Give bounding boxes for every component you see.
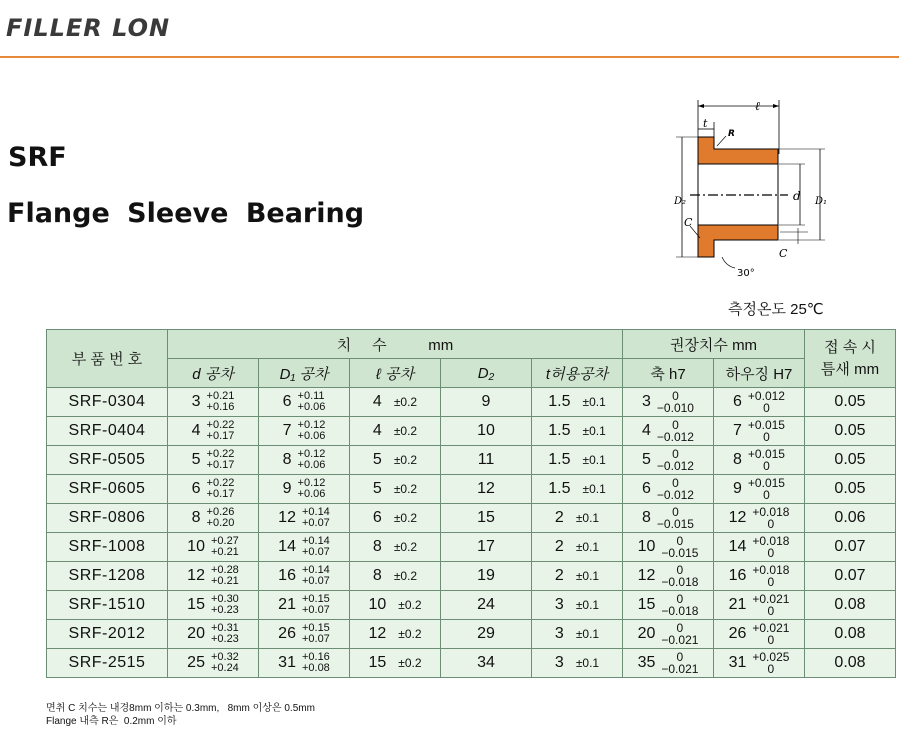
cell-D2: 29 <box>441 620 532 649</box>
shaft-value: 3 <box>642 393 651 410</box>
housing-tol-lower: 0 <box>767 604 775 618</box>
shaft-value: 12 <box>637 567 656 584</box>
cell-D1 <box>259 562 350 591</box>
d-value: 5 <box>191 451 201 468</box>
t-tol: ±0.1 <box>582 481 606 496</box>
label-C-right: C <box>779 247 788 260</box>
shaft-tol-lower: −0.010 <box>656 401 694 415</box>
l-tol: ±0.2 <box>398 655 422 670</box>
cell-clearance: 0.08 <box>805 620 896 649</box>
shaft-tol-lower: −0.018 <box>661 604 699 618</box>
cell-D2: 34 <box>441 649 532 678</box>
housing-value: 7 <box>733 422 742 439</box>
l-value: 12 <box>368 624 387 642</box>
table-row <box>47 504 896 533</box>
l-tol: ±0.2 <box>393 452 418 467</box>
housing-tol-upper: +0.018 <box>752 505 790 519</box>
cell-d <box>168 446 259 475</box>
cell-housing <box>714 475 805 504</box>
l-tol: ±0.2 <box>393 423 418 438</box>
d-value: 15 <box>187 596 205 613</box>
d-tol-lower: +0.17 <box>206 488 235 500</box>
cell-clearance: 0.06 <box>805 504 896 533</box>
cell-d <box>168 475 259 504</box>
t-tol: ±0.1 <box>582 452 606 467</box>
D1-value: 12 <box>278 509 296 526</box>
l-value: 15 <box>368 653 387 671</box>
col-header-clearance <box>805 330 896 388</box>
bearing-cross-section-diagram <box>660 92 840 282</box>
d-value: 3 <box>191 393 201 410</box>
l-tol: ±0.2 <box>393 568 418 583</box>
l-value: 8 <box>372 566 382 584</box>
l-tol: ±0.2 <box>393 510 418 525</box>
housing-tol-upper: +0.018 <box>752 563 790 577</box>
housing-tol-lower: 0 <box>763 459 770 473</box>
cell-shaft <box>623 388 714 417</box>
D1-tol-upper: +0.12 <box>297 477 326 489</box>
t-tol: ±0.1 <box>575 568 600 583</box>
t-value: 1.5 <box>548 421 571 439</box>
cell-l <box>350 533 441 562</box>
housing-value: 26 <box>728 625 747 642</box>
t-value: 2 <box>554 566 564 584</box>
housing-tol-upper: +0.015 <box>747 447 785 461</box>
cell-housing <box>714 620 805 649</box>
note-flange-radius: Flange 내측 R은 0.2mm 이하 <box>46 716 177 727</box>
cell-shaft <box>623 417 714 446</box>
cell-shaft <box>623 504 714 533</box>
cell-part-number: SRF-2515 <box>47 649 168 678</box>
shaft-tol-lower: −0.012 <box>656 430 694 444</box>
d-tol-upper: +0.21 <box>206 390 235 402</box>
l-value: 6 <box>372 508 382 526</box>
label-R: R <box>728 129 735 139</box>
housing-tol-lower: 0 <box>763 430 770 444</box>
cell-D1 <box>259 388 350 417</box>
d-value: 8 <box>191 509 201 526</box>
cell-part-number: SRF-0806 <box>47 504 168 533</box>
cell-t <box>532 591 623 620</box>
cell-D1 <box>259 475 350 504</box>
cell-t <box>532 446 623 475</box>
cell-l <box>350 446 441 475</box>
cell-shaft <box>623 562 714 591</box>
housing-value: 9 <box>733 480 742 497</box>
d-tol-lower: +0.16 <box>206 401 235 413</box>
housing-tol-lower: 0 <box>767 546 775 560</box>
housing-tol-upper: +0.021 <box>752 592 790 606</box>
d-value: 6 <box>191 480 201 497</box>
table-row <box>47 620 896 649</box>
l-tol: ±0.2 <box>393 394 418 409</box>
note-chamfer: 면취 C 치수는 내경8mm 이하는 0.3mm, 8mm 이상은 0.5mm <box>46 703 315 714</box>
D1-tol-upper: +0.14 <box>301 564 330 576</box>
cell-D1 <box>259 533 350 562</box>
cell-clearance: 0.08 <box>805 591 896 620</box>
cell-d <box>168 504 259 533</box>
t-tol: ±0.1 <box>575 510 600 525</box>
housing-value: 14 <box>728 538 747 555</box>
D1-tol-lower: +0.07 <box>301 517 330 529</box>
cell-housing <box>714 504 805 533</box>
d-value: 10 <box>187 538 205 555</box>
subheader-shaft: 축 h7 <box>623 359 714 388</box>
shaft-tol-upper: 0 <box>672 447 679 461</box>
table-row <box>47 446 896 475</box>
d-value: 12 <box>187 567 205 584</box>
cell-D2: 24 <box>441 591 532 620</box>
cell-part-number: SRF-1510 <box>47 591 168 620</box>
header-divider <box>0 56 899 58</box>
subheader-housing: 하우징 H7 <box>714 359 805 388</box>
shaft-tol-upper: 0 <box>672 389 679 403</box>
cell-shaft <box>623 591 714 620</box>
cell-shaft <box>623 649 714 678</box>
shaft-value: 8 <box>642 509 651 526</box>
D1-value: 21 <box>278 596 296 613</box>
table-row <box>47 475 896 504</box>
l-tol: ±0.2 <box>398 626 422 641</box>
cell-shaft <box>623 620 714 649</box>
label-d: d <box>793 189 801 203</box>
d-tol-lower: +0.21 <box>210 575 239 587</box>
cell-d <box>168 649 259 678</box>
cell-t <box>532 388 623 417</box>
brand-logo: FILLER LON <box>6 14 171 42</box>
shaft-tol-upper: 0 <box>672 418 679 432</box>
label-D1: D₁ <box>815 196 828 207</box>
l-tol: ±0.2 <box>393 539 418 554</box>
cell-t <box>532 417 623 446</box>
subheader-D1: D₁ 공차 <box>259 359 350 388</box>
shaft-value: 20 <box>637 625 656 642</box>
housing-value: 6 <box>733 393 742 410</box>
cell-part-number: SRF-2012 <box>47 620 168 649</box>
label-t: t <box>703 117 708 130</box>
cell-l <box>350 649 441 678</box>
housing-value: 16 <box>728 567 747 584</box>
cell-D2: 19 <box>441 562 532 591</box>
cell-d <box>168 388 259 417</box>
D1-tol-lower: +0.07 <box>301 633 330 645</box>
subheader-D2: D₂ <box>441 359 532 388</box>
shaft-value: 10 <box>637 538 656 555</box>
shaft-tol-lower: −0.021 <box>661 662 699 676</box>
cell-D2: 12 <box>441 475 532 504</box>
table-row <box>47 591 896 620</box>
cell-clearance: 0.07 <box>805 562 896 591</box>
D1-tol-lower: +0.06 <box>297 459 326 471</box>
housing-tol-upper: +0.025 <box>752 650 790 664</box>
l-value: 8 <box>372 537 382 555</box>
D1-value: 9 <box>282 480 292 497</box>
D1-tol-lower: +0.06 <box>297 430 326 442</box>
d-value: 20 <box>187 625 205 642</box>
cell-D1 <box>259 591 350 620</box>
cell-housing <box>714 533 805 562</box>
D1-tol-lower: +0.07 <box>301 575 330 587</box>
cell-l <box>350 504 441 533</box>
D1-tol-upper: +0.12 <box>297 419 326 431</box>
D1-value: 6 <box>282 393 292 410</box>
col-header-clearance-line1: 접 속 시 <box>824 338 876 356</box>
D1-tol-upper: +0.15 <box>301 593 330 605</box>
housing-tol-upper: +0.015 <box>747 476 785 490</box>
cell-D2: 17 <box>441 533 532 562</box>
shaft-tol-upper: 0 <box>676 592 684 606</box>
l-tol: ±0.2 <box>393 481 418 496</box>
D1-tol-lower: +0.07 <box>301 546 330 558</box>
cell-shaft <box>623 475 714 504</box>
cell-part-number: SRF-0505 <box>47 446 168 475</box>
t-value: 3 <box>554 595 564 613</box>
t-value: 3 <box>554 624 564 642</box>
t-value: 3 <box>554 653 564 671</box>
d-value: 25 <box>187 654 205 671</box>
D1-tol-upper: +0.15 <box>301 622 330 634</box>
housing-tol-lower: 0 <box>767 517 775 531</box>
housing-tol-lower: 0 <box>763 488 770 502</box>
l-value: 4 <box>372 421 382 439</box>
D1-value: 14 <box>278 538 296 555</box>
t-value: 1.5 <box>548 479 571 497</box>
D1-tol-upper: +0.16 <box>301 651 330 663</box>
cell-t <box>532 620 623 649</box>
shaft-value: 5 <box>642 451 651 468</box>
shaft-tol-lower: −0.018 <box>661 575 699 589</box>
shaft-tol-lower: −0.021 <box>661 633 699 647</box>
housing-tol-upper: +0.012 <box>747 389 785 403</box>
l-value: 10 <box>368 595 387 613</box>
col-header-recommended: 권장치수 mm <box>623 330 805 359</box>
cell-part-number: SRF-0404 <box>47 417 168 446</box>
D1-tol-lower: +0.06 <box>297 488 326 500</box>
l-value: 5 <box>372 450 382 468</box>
housing-value: 8 <box>733 451 742 468</box>
cell-shaft <box>623 533 714 562</box>
d-tol-lower: +0.17 <box>206 430 235 442</box>
l-value: 5 <box>372 479 382 497</box>
cell-d <box>168 620 259 649</box>
cell-housing <box>714 388 805 417</box>
D1-value: 26 <box>278 625 296 642</box>
cell-l <box>350 388 441 417</box>
t-value: 1.5 <box>548 392 571 410</box>
d-tol-upper: +0.22 <box>206 419 235 431</box>
cell-clearance: 0.05 <box>805 417 896 446</box>
d-tol-upper: +0.27 <box>210 535 239 547</box>
cell-l <box>350 417 441 446</box>
product-title: Flange Sleeve Bearing <box>7 198 365 229</box>
col-header-clearance-line2: 틈새 mm <box>820 360 880 378</box>
cell-D2: 11 <box>441 446 532 475</box>
cell-l <box>350 475 441 504</box>
d-tol-upper: +0.28 <box>210 564 239 576</box>
spec-table <box>46 329 896 678</box>
d-tol-upper: +0.31 <box>210 622 239 634</box>
d-tol-upper: +0.30 <box>210 593 239 605</box>
cell-clearance: 0.05 <box>805 446 896 475</box>
t-value: 2 <box>554 508 564 526</box>
l-value: 4 <box>372 392 382 410</box>
d-tol-lower: +0.21 <box>210 546 239 558</box>
cell-D2: 10 <box>441 417 532 446</box>
t-tol: ±0.1 <box>575 655 600 670</box>
cell-shaft <box>623 446 714 475</box>
cell-D1 <box>259 504 350 533</box>
cell-clearance: 0.08 <box>805 649 896 678</box>
D1-tol-lower: +0.08 <box>301 662 330 674</box>
table-row <box>47 649 896 678</box>
d-tol-upper: +0.22 <box>206 477 235 489</box>
cell-part-number: SRF-1208 <box>47 562 168 591</box>
label-l: ℓ <box>755 99 760 113</box>
housing-tol-upper: +0.018 <box>752 534 790 548</box>
cell-t <box>532 504 623 533</box>
d-tol-lower: +0.20 <box>206 517 235 529</box>
cell-clearance: 0.05 <box>805 475 896 504</box>
d-tol-lower: +0.24 <box>210 662 239 674</box>
col-header-dimensions: 치 수 mm <box>168 330 623 359</box>
d-tol-lower: +0.23 <box>210 633 239 645</box>
cell-D2: 15 <box>441 504 532 533</box>
shaft-tol-upper: 0 <box>676 650 684 664</box>
D1-tol-upper: +0.12 <box>297 448 326 460</box>
D1-tol-upper: +0.11 <box>297 390 325 402</box>
d-tol-upper: +0.32 <box>210 651 239 663</box>
cell-l <box>350 591 441 620</box>
d-value: 4 <box>191 422 201 439</box>
cell-D2: 9 <box>441 388 532 417</box>
D1-tol-upper: +0.14 <box>301 535 330 547</box>
subheader-t: t허용공차 <box>532 359 623 388</box>
D1-value: 8 <box>282 451 292 468</box>
housing-tol-upper: +0.015 <box>747 418 785 432</box>
shaft-value: 6 <box>642 480 651 497</box>
subheader-l: ℓ 공차 <box>350 359 441 388</box>
shaft-tol-lower: −0.015 <box>656 517 694 531</box>
cell-l <box>350 562 441 591</box>
cell-t <box>532 562 623 591</box>
t-tol: ±0.1 <box>582 394 606 409</box>
cell-t <box>532 649 623 678</box>
cell-l <box>350 620 441 649</box>
table-row <box>47 417 896 446</box>
cell-d <box>168 591 259 620</box>
shaft-tol-upper: 0 <box>672 476 679 490</box>
d-tol-upper: +0.22 <box>206 448 235 460</box>
housing-tol-lower: 0 <box>767 633 775 647</box>
measurement-temperature: 측정온도 25℃ <box>728 301 824 318</box>
D1-tol-upper: +0.14 <box>301 506 330 518</box>
D1-value: 16 <box>278 567 296 584</box>
cell-housing <box>714 649 805 678</box>
housing-value: 31 <box>728 654 747 671</box>
shaft-tol-upper: 0 <box>672 505 679 519</box>
shaft-value: 35 <box>637 654 656 671</box>
cell-d <box>168 417 259 446</box>
cell-clearance: 0.07 <box>805 533 896 562</box>
t-tol: ±0.1 <box>575 626 600 641</box>
cell-clearance: 0.05 <box>805 388 896 417</box>
t-tol: ±0.1 <box>575 539 600 554</box>
housing-tol-lower: 0 <box>767 662 775 676</box>
t-value: 1.5 <box>548 450 571 468</box>
l-tol: ±0.2 <box>398 597 422 612</box>
D1-value: 31 <box>278 654 296 671</box>
label-D2: D₂ <box>674 196 687 207</box>
cell-D1 <box>259 620 350 649</box>
D1-value: 7 <box>282 422 292 439</box>
col-header-part-number: 부 품 번 호 <box>47 330 168 388</box>
cell-part-number: SRF-0304 <box>47 388 168 417</box>
table-row <box>47 533 896 562</box>
shaft-tol-lower: −0.012 <box>656 459 694 473</box>
housing-value: 12 <box>728 509 747 526</box>
shaft-tol-upper: 0 <box>676 563 684 577</box>
cell-housing <box>714 446 805 475</box>
t-tol: ±0.1 <box>575 597 600 612</box>
cell-housing <box>714 591 805 620</box>
cell-d <box>168 533 259 562</box>
cell-part-number: SRF-0605 <box>47 475 168 504</box>
table-row <box>47 388 896 417</box>
shaft-tol-lower: −0.015 <box>661 546 699 560</box>
shaft-tol-upper: 0 <box>676 534 684 548</box>
d-tol-lower: +0.17 <box>206 459 235 471</box>
cell-D1 <box>259 446 350 475</box>
shaft-tol-upper: 0 <box>676 621 684 635</box>
t-value: 2 <box>554 537 564 555</box>
product-code: SRF <box>8 142 67 173</box>
cell-part-number: SRF-1008 <box>47 533 168 562</box>
table-row <box>47 562 896 591</box>
housing-tol-upper: +0.021 <box>752 621 790 635</box>
D1-tol-lower: +0.07 <box>301 604 330 616</box>
cell-housing <box>714 562 805 591</box>
t-tol: ±0.1 <box>582 423 606 438</box>
cell-D1 <box>259 417 350 446</box>
label-angle: 30° <box>737 268 755 279</box>
shaft-value: 15 <box>637 596 656 613</box>
label-C-left: C <box>684 216 693 229</box>
d-tol-lower: +0.23 <box>210 604 239 616</box>
subheader-d: d 공차 <box>168 359 259 388</box>
cell-t <box>532 533 623 562</box>
D1-tol-lower: +0.06 <box>297 401 326 413</box>
housing-value: 21 <box>728 596 747 613</box>
shaft-value: 4 <box>642 422 651 439</box>
housing-tol-lower: 0 <box>763 401 770 415</box>
housing-tol-lower: 0 <box>767 575 775 589</box>
cell-housing <box>714 417 805 446</box>
spec-table-body <box>47 388 896 678</box>
d-tol-upper: +0.26 <box>206 506 235 518</box>
cell-D1 <box>259 649 350 678</box>
cell-t <box>532 475 623 504</box>
cell-d <box>168 562 259 591</box>
shaft-tol-lower: −0.012 <box>656 488 694 502</box>
